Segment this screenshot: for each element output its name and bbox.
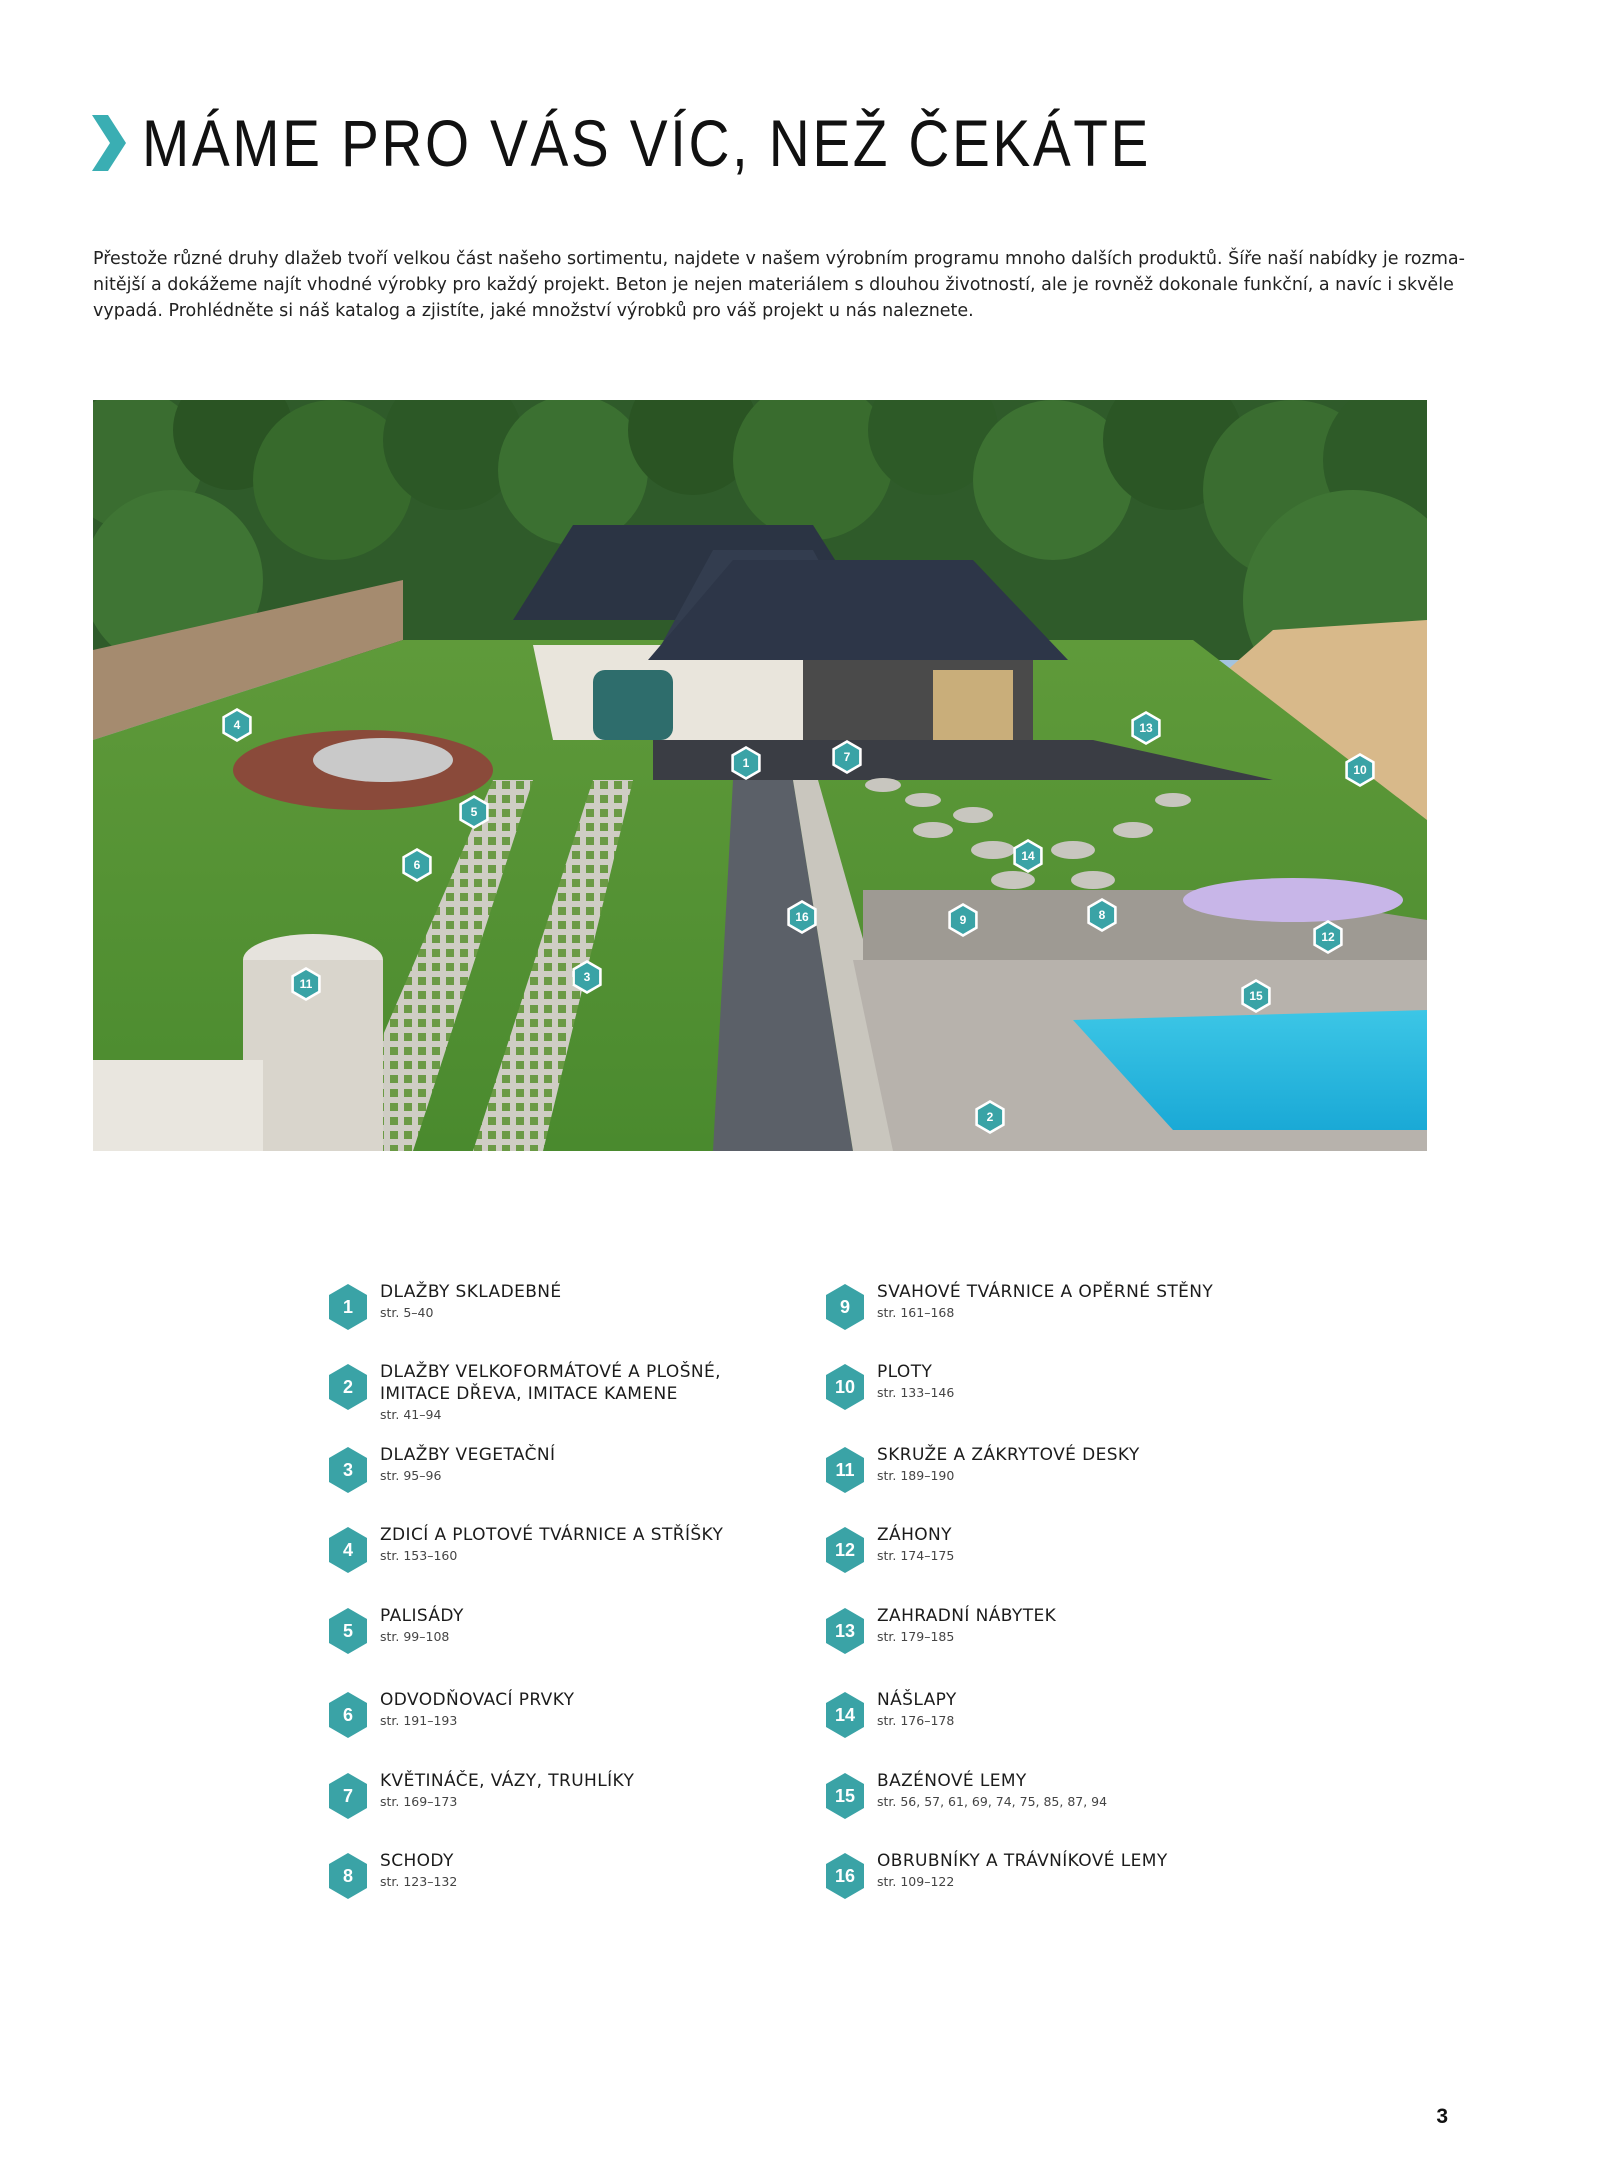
legend-label-line: ZÁHONY	[877, 1525, 952, 1545]
legend-pages: str. 161–168	[877, 1305, 955, 1320]
legend-pages: str. 176–178	[877, 1713, 955, 1728]
legend-label	[877, 1444, 1140, 1466]
legend-item	[824, 1691, 1304, 1751]
legend-label-line: SKRUŽE A ZÁKRYTOVÉ DESKY	[877, 1445, 1140, 1465]
legend-pages: str. 133–146	[877, 1385, 955, 1400]
scene-marker-label: 3	[583, 970, 591, 984]
scene-marker-label: 12	[1321, 930, 1335, 944]
legend-pages: str. 56, 57, 61, 69, 74, 75, 85, 87, 94	[877, 1794, 1108, 1809]
legend-label	[380, 1444, 555, 1466]
legend-label-line: PALISÁDY	[380, 1606, 464, 1626]
intro-line: vypadá. Prohlédněte si náš katalog a zjistíte, jaké množství výrobků pro váš projekt u nás naleznete.	[93, 301, 974, 321]
legend-label	[380, 1689, 574, 1711]
legend-pages: str. 179–185	[877, 1629, 955, 1644]
legend-label-line: DLAŽBY VEGETAČNÍ	[380, 1445, 556, 1465]
legend-item	[824, 1446, 1304, 1506]
hexagon-number-badge	[824, 1446, 866, 1494]
legend-pages: str. 169–173	[380, 1794, 458, 1809]
legend-pages: str. 191–193	[380, 1713, 458, 1728]
legend-item	[327, 1772, 807, 1832]
legend-item	[327, 1526, 807, 1586]
hexagon-number-badge	[327, 1607, 369, 1655]
legend-item	[327, 1363, 807, 1423]
legend-item	[327, 1283, 807, 1343]
hexagon-number-badge	[327, 1446, 369, 1494]
legend-label	[380, 1605, 464, 1627]
legend-label	[380, 1770, 634, 1792]
legend-number: 1	[342, 1297, 353, 1317]
chevron-right-icon	[92, 115, 126, 171]
legend-item	[327, 1691, 807, 1751]
legend-item	[327, 1852, 807, 1912]
legend-pages: str. 174–175	[877, 1548, 955, 1563]
intro-line: Přestože různé druhy dlažeb tvoří velkou část našeho sortimentu, najdete v našem výrobním programu mnoho dalších produktů. Šíře naší nabídky je rozma-	[93, 249, 1465, 269]
scene-marker-label: 10	[1353, 763, 1367, 777]
scene-marker-label: 2	[986, 1110, 994, 1124]
legend-label	[877, 1605, 1056, 1627]
legend-pages: str. 189–190	[877, 1468, 955, 1483]
legend-pages: str. 99–108	[380, 1629, 450, 1644]
legend-item	[824, 1607, 1304, 1667]
legend-label-line: IMITACE DŘEVA, IMITACE KAMENE	[380, 1384, 678, 1404]
hexagon-number-badge	[824, 1526, 866, 1574]
hexagon-number-badge	[824, 1691, 866, 1739]
legend-number: 15	[834, 1786, 856, 1806]
garden-scene-image	[93, 400, 1427, 1151]
hexagon-number-badge	[824, 1852, 866, 1900]
legend-number: 14	[834, 1705, 856, 1725]
legend-pages: str. 109–122	[877, 1874, 955, 1889]
scene-marker-label: 16	[795, 910, 809, 924]
legend-pages: str. 123–132	[380, 1874, 458, 1889]
legend-number: 6	[342, 1705, 353, 1725]
hexagon-number-badge	[327, 1772, 369, 1820]
legend-number: 13	[834, 1621, 856, 1641]
legend-number: 12	[834, 1540, 856, 1560]
legend-pages: str. 41–94	[380, 1407, 442, 1422]
hexagon-number-badge	[327, 1283, 369, 1331]
legend-label-line: DLAŽBY VELKOFORMÁTOVÉ A PLOŠNÉ,	[380, 1362, 721, 1382]
legend-label-line: ODVODŇOVACÍ PRVKY	[380, 1690, 575, 1710]
hexagon-number-badge	[327, 1363, 369, 1411]
legend-label	[877, 1281, 1213, 1303]
hexagon-number-badge	[824, 1772, 866, 1820]
legend-label	[380, 1361, 721, 1405]
legend-number: 3	[342, 1460, 353, 1480]
legend-label-line: SCHODY	[380, 1851, 454, 1871]
legend-label	[877, 1770, 1027, 1792]
legend-number: 8	[342, 1866, 353, 1886]
legend-number: 2	[342, 1377, 353, 1397]
scene-marker-label: 4	[233, 718, 241, 732]
legend-item	[824, 1852, 1304, 1912]
legend-label	[380, 1524, 723, 1546]
scene-marker-label: 11	[299, 977, 313, 991]
legend-item	[327, 1446, 807, 1506]
legend-number: 16	[834, 1866, 856, 1886]
legend-label-line: SVAHOVÉ TVÁRNICE A OPĚRNÉ STĚNY	[877, 1282, 1214, 1302]
scene-marker-label: 7	[843, 750, 851, 764]
legend-label-line: BAZÉNOVÉ LEMY	[877, 1771, 1027, 1791]
legend-label	[877, 1524, 952, 1546]
scene-marker-label: 14	[1021, 849, 1035, 863]
legend-label-line: DLAŽBY SKLADEBNÉ	[380, 1282, 562, 1302]
scene-marker-label: 6	[413, 858, 421, 872]
legend-pages: str. 5–40	[380, 1305, 434, 1320]
hexagon-number-badge	[824, 1363, 866, 1411]
scene-marker-label: 9	[959, 913, 967, 927]
legend-label	[877, 1361, 932, 1383]
page-header	[92, 100, 1315, 186]
scene-marker-label: 5	[470, 805, 478, 819]
scene-marker-label: 15	[1249, 989, 1263, 1003]
legend-number: 5	[342, 1621, 353, 1641]
legend-number: 4	[342, 1540, 353, 1560]
hexagon-number-badge	[327, 1852, 369, 1900]
hexagon-number-badge	[824, 1283, 866, 1331]
legend-label-line: PLOTY	[877, 1362, 933, 1382]
scene-marker-label: 8	[1098, 908, 1106, 922]
legend-item	[824, 1526, 1304, 1586]
legend-label-line: NÁŠLAPY	[877, 1690, 957, 1710]
legend-item	[824, 1283, 1304, 1343]
legend-number: 7	[342, 1786, 353, 1806]
page-number: 3	[1436, 2105, 1448, 2128]
legend-label	[380, 1850, 454, 1872]
hexagon-number-badge	[824, 1607, 866, 1655]
legend-label-line: OBRUBNÍKY A TRÁVNÍKOVÉ LEMY	[877, 1851, 1168, 1871]
page-title: MÁME PRO VÁS VÍC, NEŽ ČEKÁTE	[142, 106, 1151, 180]
hexagon-number-badge	[327, 1526, 369, 1574]
legend-pages: str. 153–160	[380, 1548, 458, 1563]
legend-label-line: ZAHRADNÍ NÁBYTEK	[877, 1606, 1057, 1626]
hexagon-number-badge	[327, 1691, 369, 1739]
legend-label	[877, 1850, 1168, 1872]
legend-number: 9	[839, 1297, 850, 1317]
legend-item	[327, 1607, 807, 1667]
legend-label	[877, 1689, 957, 1711]
legend-number: 11	[835, 1460, 855, 1480]
legend-pages: str. 95–96	[380, 1468, 442, 1483]
legend-number: 10	[834, 1377, 856, 1397]
legend-item	[824, 1772, 1304, 1832]
legend-item	[824, 1363, 1304, 1423]
intro-line: nitější a dokážeme najít vhodné výrobky pro každý projekt. Beton je nejen materiálem s dlouhou životností, ale je rovněž dokonale funkční, a navíc i skvěle	[93, 275, 1454, 295]
legend-label-line: ZDICÍ A PLOTOVÉ TVÁRNICE A STŘÍŠKY	[380, 1525, 724, 1545]
legend-label	[380, 1281, 562, 1303]
intro-paragraph	[93, 246, 1465, 324]
scene-marker-label: 1	[742, 756, 750, 770]
scene-marker-label: 13	[1139, 721, 1153, 735]
legend-label-line: KVĚTINÁČE, VÁZY, TRUHLÍKY	[380, 1771, 635, 1791]
